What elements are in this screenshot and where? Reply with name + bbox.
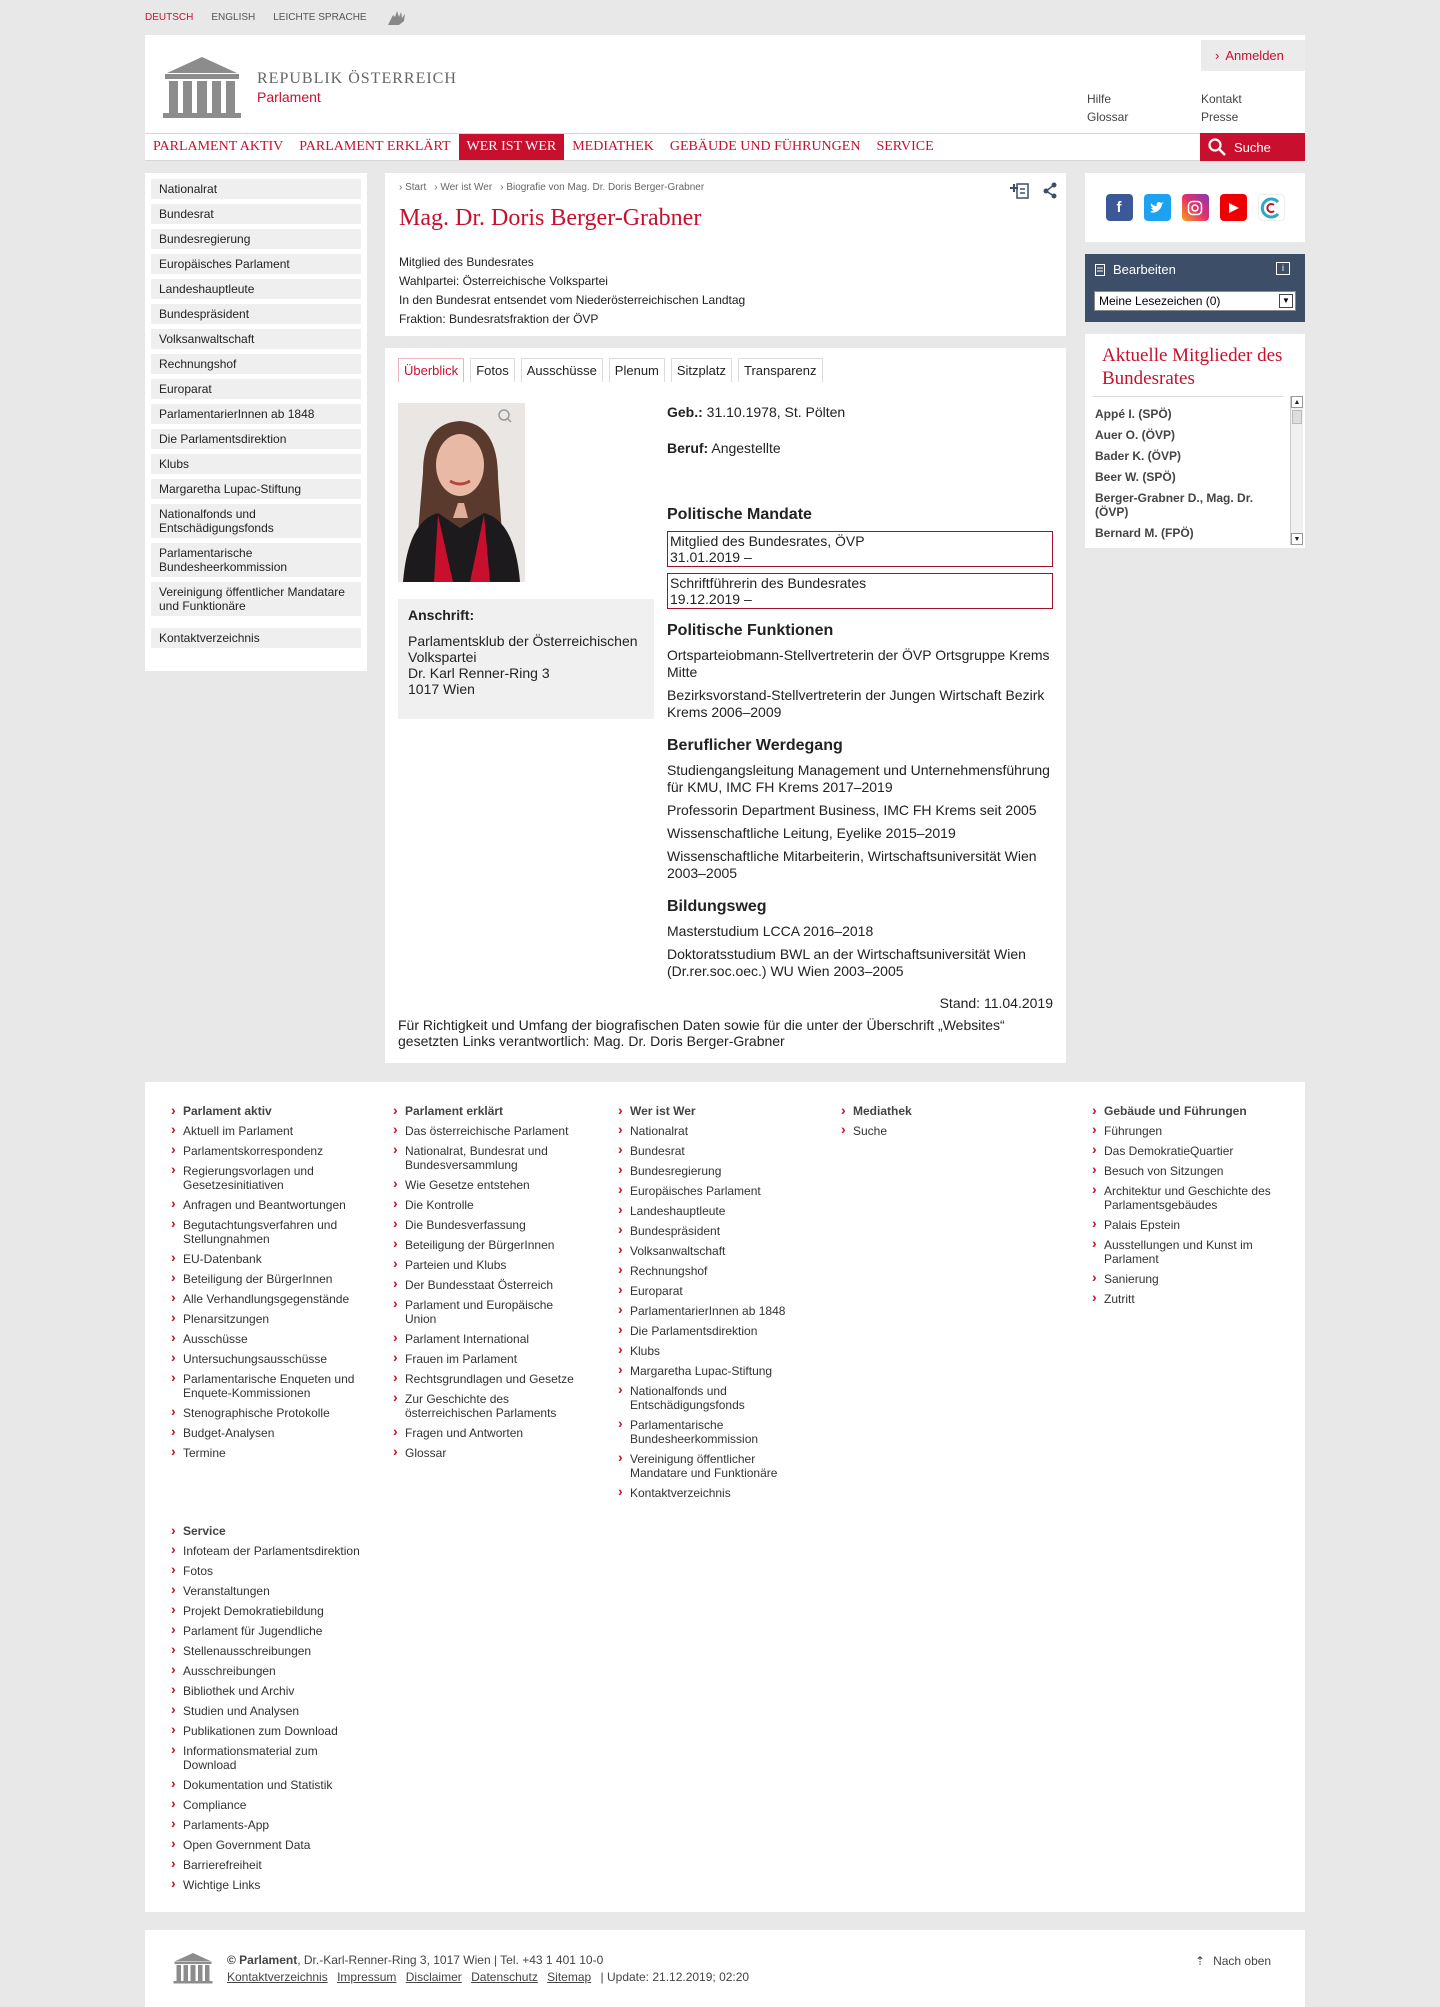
language-bar — [145, 0, 1305, 35]
footer-link-impressum[interactable]: Impressum — [337, 1970, 397, 1984]
footer-link[interactable]: › Open Government Data — [171, 1838, 361, 1852]
site-header — [145, 35, 1305, 133]
logo-line1: REPUBLIK ÖSTERREICH — [257, 69, 457, 87]
sidebar-item-europarat[interactable]: Europarat — [151, 379, 361, 399]
birth-value: 31.10.1978, St. Pölten — [706, 404, 846, 420]
scroll-up-icon[interactable]: ▲ — [1291, 396, 1303, 408]
footer-link[interactable]: › Klubs — [618, 1344, 808, 1358]
sidebar-item-volksanwaltschaft[interactable]: Volksanwaltschaft — [151, 329, 361, 349]
logo-line2: Parlament — [257, 88, 321, 105]
tab-fotos[interactable]: Fotos — [470, 358, 515, 382]
footer-link-datenschutz[interactable]: Datenschutz — [471, 1970, 538, 1984]
sidebar-item-bundespraesident[interactable]: Bundespräsident — [151, 304, 361, 324]
sidebar-item-klubs[interactable]: Klubs — [151, 454, 361, 474]
footer-link[interactable]: › Europarat — [618, 1284, 808, 1298]
education-item: Doktoratsstudium BWL an der Wirtschaftsuniversität Wien (Dr.rer.soc.oec.) WU Wien 2003–2005 — [667, 946, 1026, 979]
data-status-date: Stand: 11.04.2019 — [939, 995, 1053, 1011]
breadcrumb-start[interactable]: › Start — [399, 182, 426, 193]
career-item: Wissenschaftliche Leitung, Eyelike 2015–2019 — [667, 825, 956, 841]
footer-link[interactable]: › Palais Epstein — [1092, 1218, 1282, 1232]
copyright-text: © Parlament — [227, 1953, 298, 1967]
sidebar-item-bundesrat[interactable]: Bundesrat — [151, 204, 361, 224]
footer-link-disclaimer[interactable]: Disclaimer — [405, 1970, 462, 1984]
main-navigation — [145, 133, 1305, 161]
footer-link[interactable]: › Begutachtungsverfahren und Stellungnahmen — [171, 1218, 361, 1246]
page-title: Mag. Dr. Doris Berger-Grabner — [399, 205, 702, 231]
footer-link[interactable]: › Die Kontrolle — [393, 1198, 583, 1212]
footer-link[interactable]: › Parlamentarische Enqueten und Enquete-Kommissionen — [171, 1372, 361, 1400]
footer-column-heading[interactable]: › Mediathek — [841, 1104, 1031, 1118]
profession-info — [667, 440, 1053, 457]
tab-ueberblick[interactable]: Überblick — [398, 358, 464, 382]
member-link[interactable]: Berger-Grabner D., Mag. Dr. (ÖVP) — [1095, 491, 1254, 519]
sidebar-item-nationalfonds[interactable]: Nationalfonds und Entschädigungsfonds — [151, 504, 361, 538]
footer-link[interactable]: › Barrierefreiheit — [171, 1858, 361, 1872]
footer-link[interactable]: › Alle Verhandlungsgegenstände — [171, 1292, 361, 1306]
footer-link[interactable]: › Parlamentskorrespondenz — [171, 1144, 361, 1158]
nav-mediathek[interactable]: MEDIATHEK — [572, 139, 654, 154]
footer-link[interactable]: › Wie Gesetze entstehen — [393, 1178, 583, 1192]
header-actions — [1010, 181, 1058, 199]
education-item: Masterstudium LCCA 2016–2018 — [667, 923, 874, 939]
members-list — [1093, 396, 1283, 545]
search-label: Suche — [1234, 139, 1271, 155]
facebook-icon[interactable]: f — [1106, 194, 1133, 221]
search-icon — [1208, 138, 1226, 156]
sidebar-item-nationalrat[interactable]: Nationalrat — [151, 179, 361, 199]
footer-column — [618, 1104, 808, 1506]
breadcrumb — [399, 182, 704, 193]
podcast-icon[interactable] — [1258, 194, 1285, 221]
sidebar-item-landeshauptleute[interactable]: Landeshauptleute — [151, 279, 361, 299]
tab-bar — [398, 358, 823, 382]
parliament-small-logo[interactable] — [171, 1952, 215, 1984]
footer-link[interactable]: › Fragen und Antworten — [393, 1426, 583, 1440]
sidebar-item-mandatare[interactable]: Vereinigung öffentlicher Mandatare und Funktionäre — [151, 582, 361, 616]
footer-link[interactable]: › Ausschreibungen — [171, 1664, 361, 1678]
sidebar-item-rechnungshof[interactable]: Rechnungshof — [151, 354, 361, 374]
footer-link[interactable]: › Zutritt — [1092, 1292, 1282, 1306]
bookmark-icon — [1095, 264, 1105, 276]
member-link[interactable]: Bader K. (ÖVP) — [1095, 449, 1182, 463]
footer-link[interactable]: › Suche — [841, 1124, 1031, 1138]
contact-address: , Dr.-Karl-Renner-Ring 3, 1017 Wien | Tel. +43 1 401 10-0 — [297, 1953, 604, 1967]
bookmarks-select-value: Meine Lesezeichen (0) — [1099, 294, 1221, 308]
footer-link[interactable]: › Vereinigung öffentlicher Mandatare und Funktionäre — [618, 1452, 808, 1480]
footer-link[interactable]: › Beteiligung der BürgerInnen — [393, 1238, 583, 1252]
members-scrollbar[interactable] — [1290, 396, 1303, 545]
sidebar-item-parlamentsdirektion[interactable]: Die Parlamentsdirektion — [151, 429, 361, 449]
footer-link[interactable]: › Margaretha Lupac-Stiftung — [618, 1364, 808, 1378]
footer-link[interactable]: › Plenarsitzungen — [171, 1312, 361, 1326]
youtube-icon[interactable] — [1220, 194, 1247, 221]
person-fact: Wahlpartei: Österreichische Volkspartei — [399, 274, 608, 288]
footer-link[interactable]: › Compliance — [171, 1798, 361, 1812]
footer-link[interactable]: › Publikationen zum Download — [171, 1724, 361, 1738]
arrow-up-icon: ⇡ — [1195, 1954, 1206, 1968]
footer-link-kontakt[interactable]: Kontaktverzeichnis — [227, 1970, 328, 1984]
mandate-title: Mitglied des Bundesrates, ÖVP — [670, 533, 865, 549]
footer-link[interactable]: › Rechnungshof — [618, 1264, 808, 1278]
mandate-item — [667, 573, 1053, 609]
lang-english-link[interactable]: ENGLISH — [211, 12, 256, 23]
footer-column-heading[interactable]: › Parlament erklärt — [393, 1104, 583, 1118]
footer-link[interactable]: › Parlamentarische Bundesheerkommission — [618, 1418, 808, 1446]
sidebar-item-lupac[interactable]: Margaretha Lupac-Stiftung — [151, 479, 361, 499]
sidebar-item-parlamentarier[interactable]: ParlamentarierInnen ab 1848 — [151, 404, 361, 424]
footer-link[interactable]: › Informationsmaterial zum Download — [171, 1744, 361, 1772]
press-link[interactable]: Presse — [1201, 110, 1239, 124]
footer-link[interactable]: › Glossar — [393, 1446, 583, 1460]
footer-link[interactable]: › Stellenausschreibungen — [171, 1644, 361, 1658]
footer-link[interactable]: › Sanierung — [1092, 1272, 1282, 1286]
back-to-top-link[interactable] — [1195, 1954, 1271, 1968]
footer-link[interactable]: › Führungen — [1092, 1124, 1282, 1138]
nav-service[interactable]: SERVICE — [876, 139, 934, 154]
function-item: Ortsparteiobmann-Stellvertreterin der ÖVP Ortsgruppe Krems Mitte — [667, 647, 1050, 680]
birth-label: Geb.: — [667, 404, 703, 420]
nav-wer-ist-wer[interactable]: WER IST WER — [459, 134, 565, 160]
footer-link[interactable]: › Stenographische Protokolle — [171, 1406, 361, 1420]
nav-parlament-aktiv[interactable]: PARLAMENT AKTIV — [153, 139, 284, 154]
footer-link[interactable]: › Zur Geschichte des österreichischen Parlaments — [393, 1392, 583, 1420]
twitter-icon[interactable] — [1144, 194, 1171, 221]
address-line: Dr. Karl Renner-Ring 3 — [408, 665, 550, 681]
footer-link[interactable]: › Veranstaltungen — [171, 1584, 361, 1598]
footer-column-heading[interactable]: › Service — [171, 1524, 361, 1538]
footer-link[interactable]: › Die Bundesverfassung — [393, 1218, 583, 1232]
footer-navigation — [145, 1082, 1305, 1912]
footer-column — [393, 1104, 583, 1466]
footer-link[interactable]: › ParlamentarierInnen ab 1848 — [618, 1304, 808, 1318]
footer-link[interactable]: › Bundespräsident — [618, 1224, 808, 1238]
footer-link[interactable]: › Ausschüsse — [171, 1332, 361, 1346]
footer-link[interactable]: › Architektur und Geschichte des Parlamentsgebäudes — [1092, 1184, 1282, 1212]
scroll-thumb[interactable] — [1292, 410, 1302, 424]
tab-ausschuesse[interactable]: Ausschüsse — [521, 358, 603, 382]
footer-link[interactable]: › Parlament und Europäische Union — [393, 1298, 583, 1326]
bio-header-card — [385, 173, 1066, 336]
edit-label[interactable]: Bearbeiten — [1113, 262, 1176, 277]
mandate-item — [667, 531, 1053, 567]
social-media-box — [1085, 173, 1305, 242]
footer-link[interactable]: › Besuch von Sitzungen — [1092, 1164, 1282, 1178]
footer-link[interactable]: › Bundesregierung — [618, 1164, 808, 1178]
nav-gebaeude[interactable]: GEBÄUDE UND FÜHRUNGEN — [669, 139, 861, 154]
glossary-link[interactable]: Glossar — [1087, 110, 1129, 124]
footer-link[interactable]: › Regierungsvorlagen und Gesetzesinitiativen — [171, 1164, 361, 1192]
footer-link[interactable]: › Beteiligung der BürgerInnen — [171, 1272, 361, 1286]
member-link[interactable]: Appé I. (SPÖ) — [1095, 407, 1172, 421]
responsibility-note: Für Richtigkeit und Umfang der biografischen Daten sowie für die unter der Überschrift „Websites“ gesetzten Links verantwortlich: Mag. Dr. Doris Berger-Grabner — [398, 1017, 1005, 1049]
current-members-box — [1085, 334, 1305, 548]
member-link[interactable]: Auer O. (ÖVP) — [1095, 428, 1176, 442]
login-label: Anmelden — [1225, 48, 1284, 63]
footer-column — [171, 1104, 361, 1466]
mandate-date: 19.12.2019 – — [670, 591, 752, 607]
bio-content-card — [385, 348, 1066, 1063]
footer-link-sitemap[interactable]: Sitemap — [547, 1970, 592, 1984]
career-item: Studiengangsleitung Management und Unternehmensführung für KMU, IMC FH Krems 2017–2019 — [667, 762, 1050, 795]
person-fact: Mitglied des Bundesrates — [399, 255, 534, 269]
footer-column — [1092, 1104, 1282, 1312]
footer-link[interactable]: › Frauen im Parlament — [393, 1352, 583, 1366]
back-to-top-label: Nach oben — [1213, 1954, 1272, 1968]
footer-link[interactable]: › Termine — [171, 1446, 361, 1460]
info-icon[interactable]: i — [1276, 262, 1290, 275]
footer-link[interactable]: › Anfragen und Beantwortungen — [171, 1198, 361, 1212]
instagram-icon[interactable] — [1182, 194, 1209, 221]
functions-heading: Politische Funktionen — [667, 622, 834, 639]
person-summary — [399, 253, 745, 329]
footer-column — [171, 1524, 361, 1898]
footer-link[interactable]: › Dokumentation und Statistik — [171, 1778, 361, 1792]
tab-plenum[interactable]: Plenum — [609, 358, 665, 382]
lang-deutsch-link[interactable]: DEUTSCH — [145, 12, 194, 23]
bottom-bar — [145, 1930, 1305, 2007]
footer-column — [841, 1104, 1031, 1144]
footer-link[interactable]: › Der Bundesstaat Österreich — [393, 1278, 583, 1292]
search-button[interactable] — [1200, 133, 1305, 161]
function-item: Bezirksvorstand-Stellvertreterin der Jungen Wirtschaft Bezirk Krems 2006–2009 — [667, 687, 1045, 720]
imprint-info — [227, 1952, 749, 1986]
sign-language-icon[interactable] — [385, 9, 409, 27]
address-label: Anschrift: — [408, 607, 475, 623]
nav-parlament-erklaert[interactable]: PARLAMENT ERKLÄRT — [299, 139, 451, 154]
footer-column-heading[interactable]: › Wer ist Wer — [618, 1104, 808, 1118]
footer-link[interactable]: › Nationalrat — [618, 1124, 808, 1138]
portrait-illustration — [398, 403, 525, 582]
footer-link[interactable]: › Parlaments-App — [171, 1818, 361, 1832]
footer-link[interactable]: › Kontaktverzeichnis — [618, 1486, 808, 1500]
bookmarks-select[interactable] — [1094, 291, 1296, 311]
scroll-down-icon[interactable]: ▼ — [1291, 533, 1303, 545]
address-line: Parlamentsklub der Österreichischen Volkspartei — [408, 633, 638, 665]
footer-link[interactable]: › Budget-Analysen — [171, 1426, 361, 1440]
lang-easy-link[interactable]: LEICHTE SPRACHE — [273, 12, 367, 23]
profession-label: Beruf: — [667, 440, 709, 456]
edit-header — [1095, 262, 1176, 277]
person-fact: Fraktion: Bundesratsfraktion der ÖVP — [399, 312, 599, 326]
profession-value: Angestellte — [711, 440, 781, 456]
address-box — [398, 599, 654, 719]
sidebar-item-bundesregierung[interactable]: Bundesregierung — [151, 229, 361, 249]
footer-link[interactable]: › Rechtsgrundlagen und Gesetze — [393, 1372, 583, 1386]
mandate-date: 31.01.2019 – — [670, 549, 752, 565]
career-item: Professorin Department Business, IMC FH Krems seit 2005 — [667, 802, 1037, 818]
sidebar-item-kontaktverzeichnis[interactable]: Kontaktverzeichnis — [151, 628, 361, 648]
sidebar-item-bundesheerkommission[interactable]: Parlamentarische Bundesheerkommission — [151, 543, 361, 577]
footer-link[interactable]: › Landeshauptleute — [618, 1204, 808, 1218]
share-icon[interactable] — [1042, 181, 1058, 199]
breadcrumb-wer-ist-wer[interactable]: › Wer ist Wer — [434, 182, 492, 193]
members-title: Aktuelle Mitglieder des Bundesrates — [1102, 345, 1283, 389]
member-link[interactable]: Bernard M. (FPÖ) — [1095, 526, 1194, 540]
footer-link[interactable]: › Nationalfonds und Entschädigungsfonds — [618, 1384, 808, 1412]
footer-link[interactable]: › Das DemokratieQuartier — [1092, 1144, 1282, 1158]
career-item: Wissenschaftliche Mitarbeiterin, Wirtschaftsuniversität Wien 2003–2005 — [667, 848, 1037, 881]
footer-link[interactable]: › Aktuell im Parlament — [171, 1124, 361, 1138]
birth-info — [667, 404, 1053, 421]
footer-column-heading[interactable]: › Gebäude und Führungen — [1092, 1104, 1282, 1118]
parliament-building-icon — [159, 55, 245, 119]
footer-link[interactable]: › Europäisches Parlament — [618, 1184, 808, 1198]
footer-column-heading[interactable]: › Parlament aktiv — [171, 1104, 361, 1118]
top-links — [1087, 92, 1305, 124]
tab-transparenz[interactable]: Transparenz — [738, 358, 823, 382]
footer-link[interactable]: › Die Parlamentsdirektion — [618, 1324, 808, 1338]
portrait-photo[interactable] — [398, 403, 525, 582]
member-link[interactable]: Beer W. (SPÖ) — [1095, 470, 1176, 484]
update-info: | Update: 21.12.2019; 02:20 — [600, 1970, 750, 1984]
footer-link[interactable]: › Ausstellungen und Kunst im Parlament — [1092, 1238, 1282, 1266]
footer-link[interactable]: › Volksanwaltschaft — [618, 1244, 808, 1258]
footer-link[interactable]: › Studien und Analysen — [171, 1704, 361, 1718]
person-fact: In den Bundesrat entsendet vom Niederösterreichischen Landtag — [399, 293, 746, 307]
footer-link[interactable]: › Wichtige Links — [171, 1878, 361, 1892]
parliament-logo[interactable] — [159, 55, 457, 119]
address-line: 1017 Wien — [408, 681, 475, 697]
footer-link[interactable]: › Nationalrat, Bundesrat und Bundesversammlung — [393, 1144, 583, 1172]
contact-link[interactable]: Kontakt — [1201, 92, 1242, 106]
footer-link[interactable]: › Infoteam der Parlamentsdirektion — [171, 1544, 361, 1558]
login-button[interactable]: › Anmelden — [1201, 40, 1305, 71]
footer-link[interactable]: › Bundesrat — [618, 1144, 808, 1158]
sidebar-item-eu-parlament[interactable]: Europäisches Parlament — [151, 254, 361, 274]
bookmark-panel — [1085, 254, 1305, 322]
education-heading: Bildungsweg — [667, 898, 767, 915]
mandates-heading: Politische Mandate — [667, 506, 812, 523]
help-link[interactable]: Hilfe — [1087, 92, 1112, 106]
bookmark-add-icon[interactable] — [1010, 181, 1030, 199]
footer-link[interactable]: › Parlament für Jugendliche — [171, 1624, 361, 1638]
footer-link[interactable]: › Untersuchungsausschüsse — [171, 1352, 361, 1366]
career-heading: Beruflicher Werdegang — [667, 737, 843, 754]
footer-link[interactable]: › Parteien und Klubs — [393, 1258, 583, 1272]
footer-link[interactable]: › Bibliothek und Archiv — [171, 1684, 361, 1698]
bio-facts — [667, 404, 1053, 986]
breadcrumb-current: › Biografie von Mag. Dr. Doris Berger-Grabner — [500, 182, 704, 193]
footer-link[interactable]: › Projekt Demokratiebildung — [171, 1604, 361, 1618]
footer-link[interactable]: › Parlament International — [393, 1332, 583, 1346]
tab-sitzplatz[interactable]: Sitzplatz — [671, 358, 732, 382]
sidebar — [145, 173, 367, 671]
footer-link[interactable]: › Fotos — [171, 1564, 361, 1578]
mandate-title: Schriftführerin des Bundesrates — [670, 575, 867, 591]
footer-link[interactable]: › Das österreichische Parlament — [393, 1124, 583, 1138]
footer-link[interactable]: › EU-Datenbank — [171, 1252, 361, 1266]
chevron-down-icon: ▼ — [1279, 294, 1293, 308]
